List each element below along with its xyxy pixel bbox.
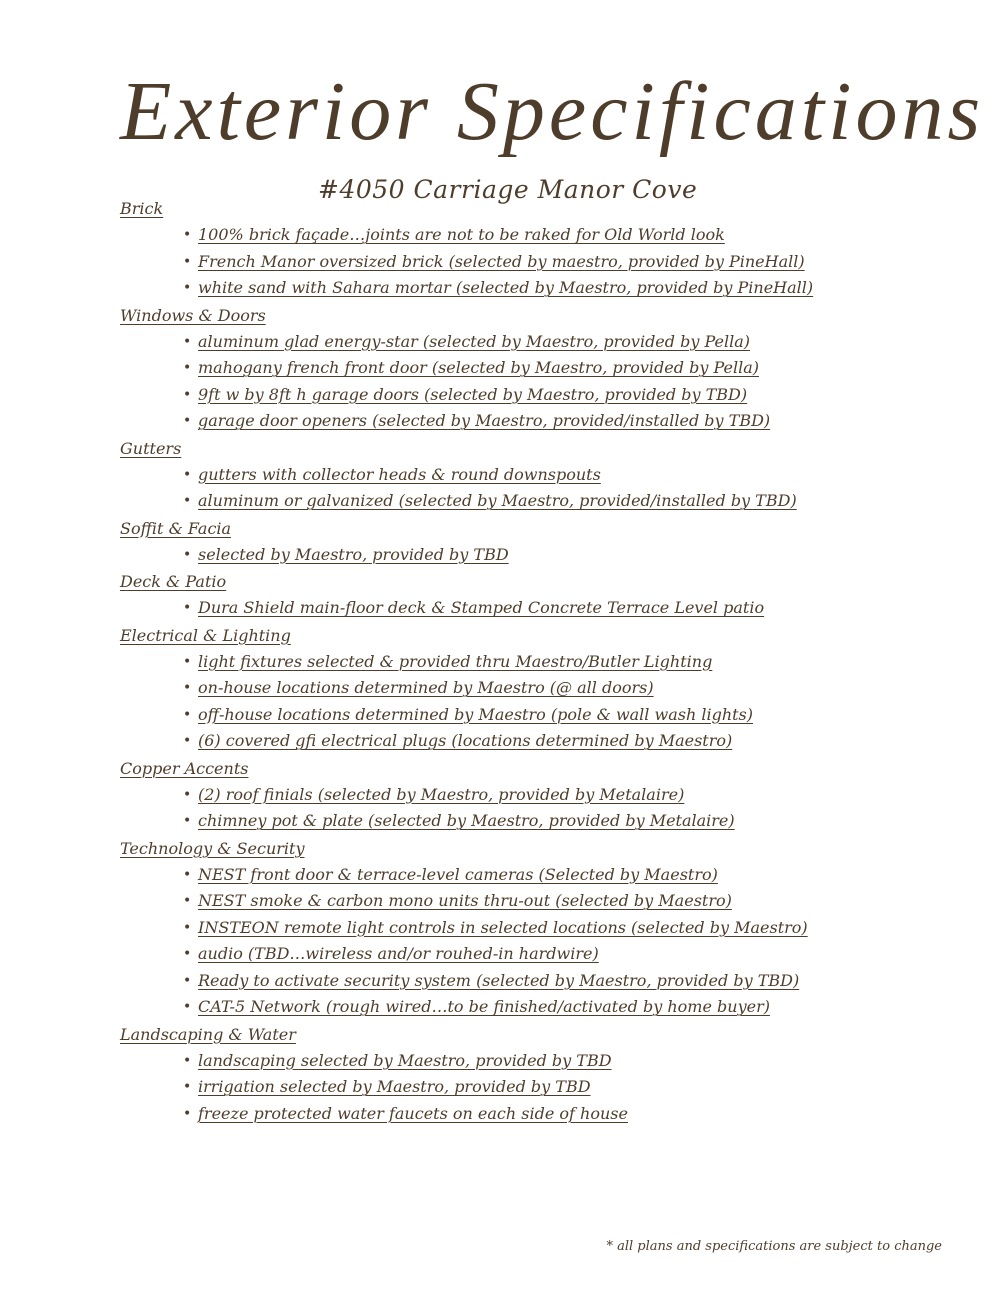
bullet-icon: • (183, 1052, 192, 1069)
bullet-icon: • (183, 600, 192, 616)
section-landscaping-water (120, 1021, 980, 1128)
section-heading: Technology & Security (120, 838, 305, 858)
bullet-icon: • (183, 946, 192, 962)
bullet-icon: • (183, 333, 192, 350)
bullet-icon: • (183, 653, 192, 670)
section-heading: Gutters (120, 438, 182, 458)
list-item: • selected by Maestro, provided by TBD (120, 542, 980, 569)
property-address: #4050 Carriage Manor Cove (318, 175, 698, 204)
bullet-icon: • (183, 227, 192, 243)
section-brick (120, 195, 980, 302)
list-item: • Dura Shield main-floor deck & Stamped Concrete Terrace Level patio (120, 595, 980, 622)
specifications-list (120, 195, 980, 1127)
list-item: • off-house locations determined by Maestro (pole & wall wash lights) (120, 702, 980, 729)
list-item: • white sand with Sahara mortar (selected by Maestro, provided by PineHall) (120, 275, 980, 302)
section-heading: Copper Accents (120, 758, 249, 778)
bullet-icon: • (183, 413, 192, 429)
page-title: Exterior Specifications (120, 65, 985, 158)
bullet-icon: • (183, 493, 192, 509)
list-item: • mahogany french front door (selected by Maestro, provided by Pella) (120, 355, 980, 382)
bullet-icon: • (183, 999, 192, 1015)
list-item: • NEST smoke & carbon mono units thru-out (selected by Maestro) (120, 888, 980, 915)
bullet-icon: • (183, 280, 192, 296)
list-item: • (2) roof finials (selected by Maestro, provided by Metalaire) (120, 782, 980, 809)
bullet-icon: • (183, 1105, 192, 1122)
list-item: • irrigation selected by Maestro, provided by TBD (120, 1074, 980, 1101)
bullet-icon: • (183, 680, 192, 696)
bullet-icon: • (183, 866, 192, 883)
bullet-icon: • (183, 733, 192, 749)
list-item: • audio (TBD…wireless and/or rouhed-in hardwire) (120, 941, 980, 968)
bullet-icon: • (183, 706, 192, 723)
list-item: • French Manor oversized brick (selected by maestro, provided by PineHall) (120, 249, 980, 276)
section-heading: Brick (120, 199, 164, 218)
list-item: • 100% brick façade…joints are not to be raked for Old World look (120, 222, 980, 249)
list-item: • chimney pot & plate (selected by Maestro, provided by Metalaire) (120, 808, 980, 835)
section-copper-accents (120, 755, 980, 835)
section-technology-security (120, 835, 980, 1021)
list-item: • garage door openers (selected by Maestro, provided/installed by TBD) (120, 408, 980, 435)
bullet-icon: • (183, 466, 192, 483)
bullet-icon: • (183, 253, 192, 270)
list-item: • NEST front door & terrace-level cameras (Selected by Maestro) (120, 862, 980, 889)
list-item: • on-house locations determined by Maestro (@ all doors) (120, 675, 980, 702)
section-heading: Deck & Patio (120, 572, 227, 591)
section-heading: Windows & Doors (120, 305, 266, 325)
footnote: * all plans and specifications are subject to change (606, 1239, 942, 1254)
list-item: • aluminum or galvanized (selected by Maestro, provided/installed by TBD) (120, 488, 980, 515)
list-item: • aluminum glad energy-star (selected by Maestro, provided by Pella) (120, 329, 980, 356)
bullet-icon: • (183, 893, 192, 909)
list-item: • (6) covered gfi electrical plugs (locations determined by Maestro) (120, 728, 980, 755)
section-heading: Landscaping & Water (120, 1024, 296, 1044)
bullet-icon: • (183, 972, 192, 989)
list-item: • CAT-5 Network (rough wired…to be finished/activated by home buyer) (120, 994, 980, 1021)
list-item: • 9ft w by 8ft h garage doors (selected by Maestro, provided by TBD) (120, 382, 980, 409)
list-item: • freeze protected water faucets on each side of house (120, 1101, 980, 1128)
bullet-icon: • (183, 813, 192, 829)
section-heading: Electrical & Lighting (120, 625, 291, 645)
bullet-icon: • (183, 546, 192, 563)
bullet-icon: • (183, 919, 192, 936)
bullet-icon: • (183, 360, 192, 376)
bullet-icon: • (183, 1079, 192, 1095)
list-item: • light fixtures selected & provided thru Maestro/Butler Lighting (120, 649, 980, 676)
list-item: • gutters with collector heads & round downspouts (120, 462, 980, 489)
section-heading: Soffit & Facia (120, 518, 232, 538)
section-soffit-facia (120, 515, 980, 569)
section-electrical-lighting (120, 622, 980, 755)
bullet-icon: • (183, 386, 192, 403)
list-item: • landscaping selected by Maestro, provided by TBD (120, 1048, 980, 1075)
list-item: • Ready to activate security system (selected by Maestro, provided by TBD) (120, 968, 980, 995)
bullet-icon: • (183, 786, 192, 803)
list-item: • INSTEON remote light controls in selected locations (selected by Maestro) (120, 915, 980, 942)
section-deck-patio (120, 568, 980, 622)
section-windows-doors (120, 302, 980, 435)
section-gutters (120, 435, 980, 515)
